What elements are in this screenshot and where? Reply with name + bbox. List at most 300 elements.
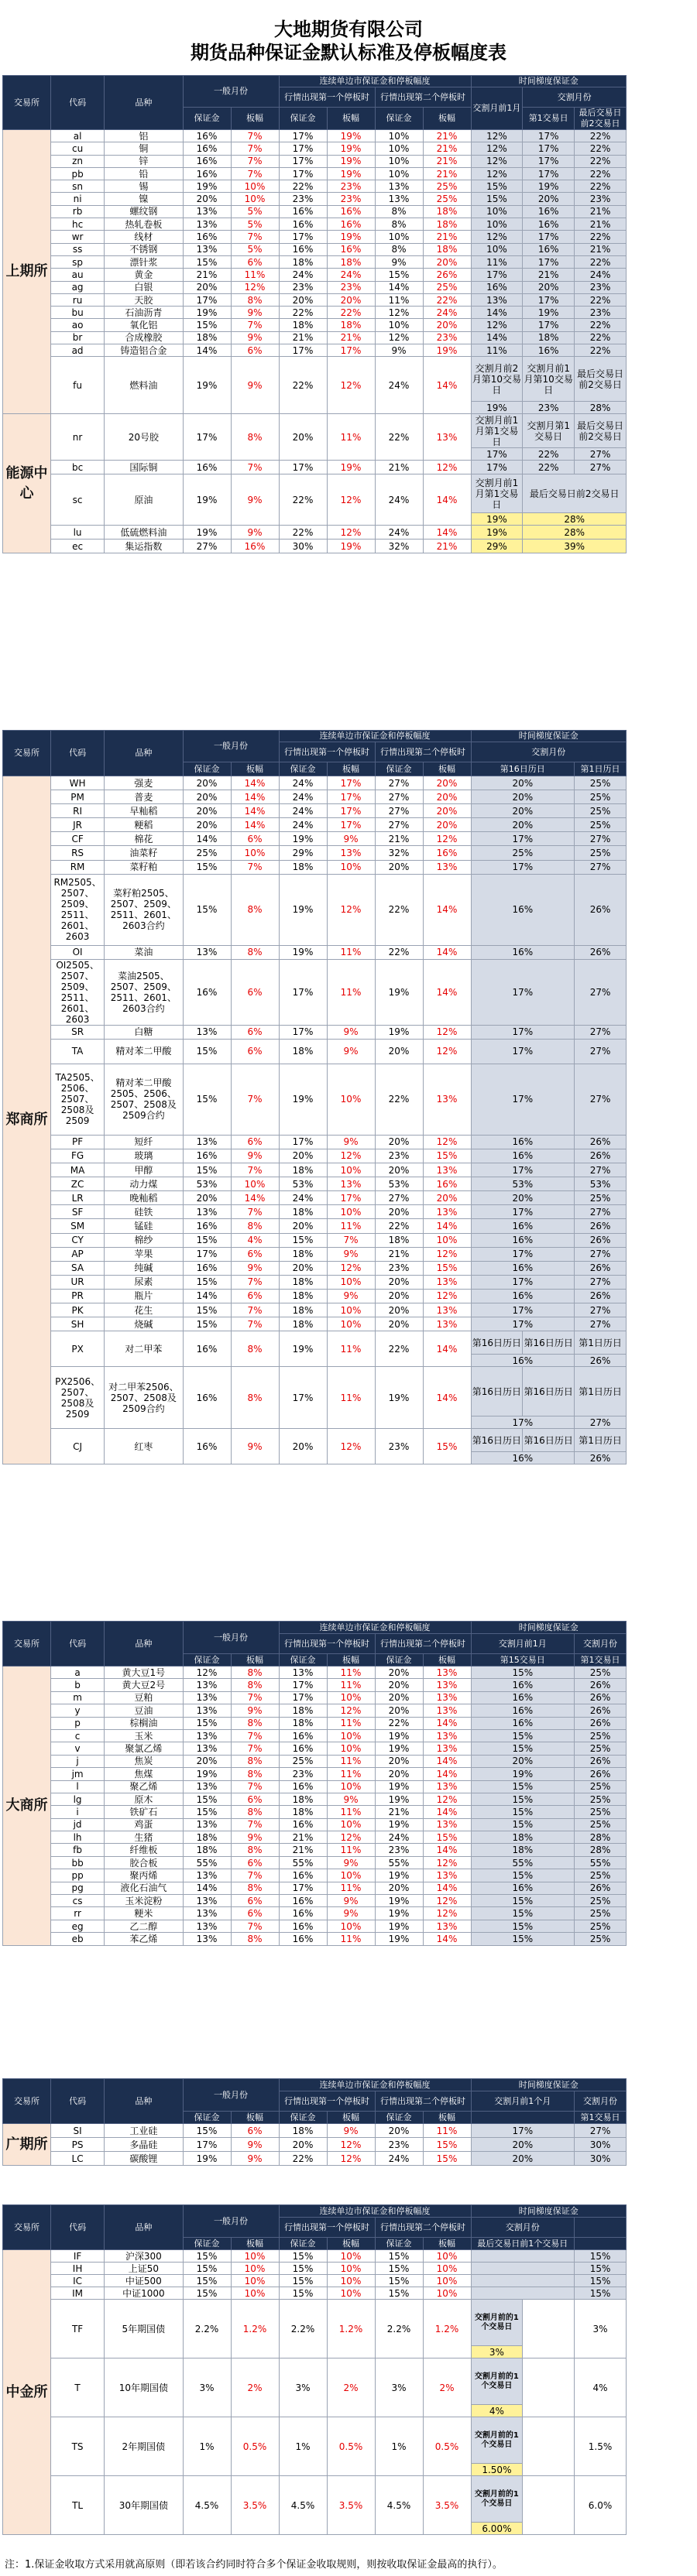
limit-value: 6% [231,1025,279,1039]
time-margin-value: 17% [471,1163,575,1177]
limit-value: 12% [327,874,375,945]
table-row [3,846,627,860]
margin-value: 20% [375,1882,423,1894]
margin-table [2,2078,627,2166]
limit-value: 10% [327,860,375,874]
product-name: 纤维板 [105,1844,183,1856]
time-margin-value: 26% [575,1233,627,1247]
time-margin-value: 17% [471,1303,575,1317]
limit-value: 0.5% [423,2417,471,2476]
product-name: 30年期国债 [105,2476,183,2535]
time-margin-value: 13% [471,293,523,306]
time-margin-value: 12% [471,231,523,243]
product-code: JR [51,818,105,832]
limit-value: 18% [327,319,375,331]
time-margin-value: 17% [471,959,575,1025]
limit-value: 12% [327,2138,375,2152]
product-name: 铁矿石 [105,1806,183,1818]
margin-value: 21% [183,269,231,281]
margin-value: 21% [279,1844,327,1856]
limit-value: 7% [231,461,279,474]
margin-value: 13% [183,1729,231,1742]
header-limit2: 行情出现第二个停板时 [375,2091,471,2112]
margin-value: 16% [279,1920,327,1932]
time-margin-value: 16% [471,1882,575,1894]
limit-value: 8% [231,945,279,959]
table-row [3,1806,627,1818]
product-code: ag [51,281,105,293]
time-margin-value: 21% [523,269,575,281]
margin-value: 22% [375,874,423,945]
margin-value: 15% [183,2263,231,2275]
margin-value: 13% [375,193,423,205]
table-row [3,959,627,1025]
margin-value: 16% [279,1933,327,1945]
limit-value: 21% [423,540,471,553]
limit-value: 12% [327,1429,375,1464]
limit-value: 10% [231,2275,279,2287]
margin-value: 20% [375,1704,423,1717]
margin-value: 17% [183,414,231,461]
limit-value: 9% [327,1289,375,1303]
product-name: 豆油 [105,1704,183,1717]
limit-value: 14% [231,804,279,818]
table-row [3,76,627,87]
product-name: 白糖 [105,1025,183,1039]
margin-value: 17% [279,344,327,357]
table-row [3,293,627,306]
table-row [3,344,627,357]
limit-value: 16% [231,540,279,553]
product-code: PX [51,1331,105,1367]
margin-value: 18% [279,1039,327,1064]
margin-value: 17% [279,1679,327,1691]
margin-value: 24% [279,1191,327,1205]
product-code: ao [51,319,105,331]
time-margin-value: 23% [523,402,575,414]
time-margin-value: 10% [471,243,523,255]
time-margin-value: 16% [471,1355,575,1367]
limit-value: 16% [423,1177,471,1191]
limit-value: 16% [327,205,375,218]
product-code: MA [51,1163,105,1177]
time-margin-value: 20% [471,804,575,818]
time-margin-value: 17% [523,319,575,331]
product-name: 锌 [105,155,183,167]
header-sub: 板幅 [327,2238,375,2250]
limit-value: 26% [423,269,471,281]
margin-value: 23% [375,2138,423,2152]
limit-value: 11% [327,1717,375,1729]
limit-value: 7% [231,1163,279,1177]
product-name: 原木 [105,1793,183,1805]
table-row [3,461,627,474]
product-name: 乙二醇 [105,1920,183,1932]
margin-value: 19% [183,307,231,319]
limit-value: 25% [423,193,471,205]
table-row [3,2250,627,2263]
header-limit2: 行情出现第二个停板时 [375,1634,471,1654]
product-name: 集运指数 [105,540,183,553]
margin-value: 22% [279,2152,327,2166]
margin-value: 8% [375,218,423,231]
blank-cell [523,2358,575,2417]
margin-value: 23% [279,1768,327,1780]
margin-value: 19% [279,874,327,945]
limit-value: 6% [231,255,279,268]
table-row [3,319,627,331]
time-margin-value: 17% [523,293,575,306]
time-margin-value: 17% [471,448,523,461]
table-row [3,804,627,818]
header-sub: 板幅 [327,762,375,776]
header-sub: 保证金 [183,1654,231,1667]
time-margin-value: 27% [575,1025,627,1039]
product-name: 粳稻 [105,818,183,832]
header-limit2: 行情出现第二个停板时 [375,87,471,108]
margin-value: 17% [279,959,327,1025]
table-row [3,874,627,945]
product-code: T [51,2358,105,2417]
limit-value: 14% [423,357,471,414]
header-consecutive: 连续单边市保证金和停板幅度 [279,2079,471,2091]
margin-value: 25% [279,1755,327,1767]
time-margin-value: 16% [523,205,575,218]
limit-value: 17% [327,790,375,804]
product-name: 苹果 [105,1247,183,1261]
time-margin-value: 26% [575,1149,627,1163]
limit-value: 7% [231,1691,279,1704]
margin-value: 18% [183,331,231,344]
margin-table [2,2204,627,2535]
margin-value: 15% [279,2275,327,2287]
product-name: 20号胶 [105,414,183,461]
margin-value: 15% [279,1233,327,1247]
limit-value: 11% [327,1367,375,1429]
product-name: 鸡蛋 [105,1818,183,1831]
time-margin-value: 15% [471,1818,575,1831]
table-row [3,1933,627,1945]
limit-value: 19% [423,344,471,357]
margin-value: 16% [183,1261,231,1275]
limit-value: 7% [231,1303,279,1317]
table-row [3,205,627,218]
margin-value: 15% [375,2263,423,2275]
product-code: CY [51,1233,105,1247]
limit-value: 10% [327,1780,375,1793]
margin-value: 18% [279,1717,327,1729]
table-row [3,2300,627,2346]
margin-value: 22% [375,1064,423,1135]
limit-value: 18% [423,243,471,255]
margin-value: 18% [183,1831,231,1844]
table-row [3,2275,627,2287]
margin-value: 18% [279,1704,327,1717]
margin-value: 15% [183,1303,231,1317]
limit-value: 21% [423,167,471,180]
margin-value: 19% [375,1025,423,1039]
margin-value: 15% [183,1793,231,1805]
time-margin-value: 17% [471,1317,575,1331]
header-sub: 板幅 [423,762,471,776]
margin-value: 19% [375,959,423,1025]
time-margin-header: 第1日历日 [575,1367,627,1416]
table-row [3,1219,627,1233]
product-name: 生猪 [105,1831,183,1844]
limit-value: 13% [423,1818,471,1831]
limit-value: 14% [231,776,279,790]
margin-value: 22% [279,180,327,193]
header-sub: 保证金 [183,2238,231,2250]
margin-value: 16% [279,1742,327,1755]
exchange-name: 郑商所 [3,776,51,1464]
limit-value: 10% [327,1064,375,1135]
header-sub: 板幅 [423,1654,471,1667]
margin-value: 20% [375,1135,423,1149]
limit-value: 10% [327,1317,375,1331]
product-code: al [51,130,105,142]
table-row [3,1275,627,1289]
product-name: 玉米淀粉 [105,1895,183,1907]
time-margin-value: 4% [471,2405,523,2417]
margin-value: 15% [183,2287,231,2300]
margin-value: 17% [279,142,327,155]
margin-value: 16% [183,1429,231,1464]
time-margin-value: 1.50% [471,2464,523,2476]
margin-value: 15% [375,2275,423,2287]
time-margin-value: 12% [471,130,523,142]
product-name: 2年期国债 [105,2417,183,2476]
time-margin-value: 12% [471,319,523,331]
limit-value: 9% [327,1907,375,1920]
margin-value: 55% [279,1856,327,1869]
time-margin-value: 25% [575,1191,627,1205]
limit-value: 12% [423,1856,471,1869]
limit-value: 10% [231,2287,279,2300]
margin-value: 16% [183,155,231,167]
margin-value: 16% [279,205,327,218]
product-name: 豆粕 [105,1691,183,1704]
time-margin-value: 18% [523,331,575,344]
limit-value: 9% [327,1247,375,1261]
time-margin-value: 14% [471,307,523,319]
time-margin-value: 17% [523,255,575,268]
header-sub: 保证金 [183,762,231,776]
time-margin-value: 27% [575,1205,627,1219]
product-code: zn [51,155,105,167]
margin-value: 17% [279,130,327,142]
header-sub: 保证金 [375,2112,423,2124]
product-name: 铜 [105,142,183,155]
product-code: c [51,1729,105,1742]
time-margin-value: 15% [471,1895,575,1907]
table-row [3,130,627,142]
limit-value: 8% [231,1882,279,1894]
limit-value: 2% [327,2358,375,2417]
limit-value: 13% [423,1729,471,1742]
margin-value: 9% [375,344,423,357]
limit-value: 9% [231,1429,279,1464]
margin-value: 20% [183,818,231,832]
product-name: 早籼稻 [105,804,183,818]
margin-value: 23% [279,281,327,293]
header-sub: 板幅 [423,2238,471,2250]
limit-value: 11% [327,414,375,461]
table-row [3,142,627,155]
header-sub: 保证金 [375,2238,423,2250]
table-row [3,155,627,167]
limit-value: 10% [327,2263,375,2275]
product-code: ni [51,193,105,205]
table-row [3,1233,627,1247]
product-name: 硅铁 [105,1205,183,1219]
product-name: 纯碱 [105,1261,183,1275]
limit-value: 8% [231,1717,279,1729]
time-margin-value: 26% [575,1704,627,1717]
product-code: y [51,1704,105,1717]
margin-value: 18% [279,1205,327,1219]
limit-value: 20% [327,293,375,306]
product-name: 焦炭 [105,1755,183,1767]
time-margin-value: 6.00% [471,2523,523,2535]
limit-value: 10% [327,1742,375,1755]
limit-value: 7% [231,1869,279,1882]
header-cffex-last: 最后交易日前1个交易日 [471,2238,575,2250]
product-name: 原油 [105,474,183,526]
product-code: ec [51,540,105,553]
limit-value: 8% [231,1933,279,1945]
time-margin-value: 27% [575,1039,627,1064]
margin-value: 16% [279,1729,327,1742]
time-margin-value: 17% [471,269,523,281]
margin-value: 14% [375,281,423,293]
limit-value: 11% [327,1844,375,1856]
margin-value: 12% [183,1667,231,1679]
table-row [3,2205,627,2218]
margin-value: 53% [375,1177,423,1191]
table-row [3,1149,627,1163]
product-name: 瓶片 [105,1289,183,1303]
margin-value: 17% [183,2138,231,2152]
product-code: br [51,331,105,344]
limit-value: 9% [231,2138,279,2152]
margin-value: 16% [183,461,231,474]
time-margin-value: 21% [575,205,627,218]
time-margin-value: 28% [575,1844,627,1856]
product-name: 10年期国债 [105,2358,183,2417]
table-row [3,1920,627,1932]
time-margin-value: 19% [523,180,575,193]
time-margin-value: 20% [471,790,575,804]
limit-value: 14% [423,1717,471,1729]
limit-value: 5% [231,205,279,218]
time-margin-value: 19% [471,526,523,540]
table-row [3,1831,627,1844]
time-margin-header: 交割月前的1个交易日 [471,2300,523,2346]
time-margin-value: 27% [575,2124,627,2138]
margin-value: 19% [375,1895,423,1907]
margin-value: 13% [183,1895,231,1907]
product-name: 氧化铝 [105,319,183,331]
limit-value: 9% [231,474,279,526]
margin-value: 20% [183,193,231,205]
product-code: IC [51,2275,105,2287]
margin-value: 17% [279,1367,327,1429]
time-margin-value: 14% [471,331,523,344]
limit-value: 9% [231,526,279,540]
time-margin-value: 27% [575,1317,627,1331]
limit-value: 17% [327,776,375,790]
product-name: 黄大豆2号 [105,1679,183,1691]
table-row [3,1895,627,1907]
header-sub: 保证金 [279,762,327,776]
margin-value: 19% [375,1907,423,1920]
time-margin-value: 25% [575,1667,627,1679]
limit-value: 7% [231,1742,279,1755]
time-margin-value: 26% [575,1452,627,1464]
time-margin-value: 16% [471,1261,575,1275]
time-margin-value: 17% [471,832,575,846]
header-product: 品种 [105,731,183,776]
limit-value: 12% [327,2152,375,2166]
product-code: rr [51,1907,105,1920]
table-row [3,1025,627,1039]
table-row [3,269,627,281]
time-margin-value: 22% [575,180,627,193]
time-margin-value: 19% [523,307,575,319]
product-name: 天胶 [105,293,183,306]
header-delivery-month: 交割月份 [471,2218,575,2238]
product-code: rb [51,205,105,218]
margin-value: 12% [375,331,423,344]
limit-value: 9% [231,331,279,344]
margin-value: 21% [279,1831,327,1844]
margin-value: 15% [183,1317,231,1331]
time-margin-header: 交割月前1月第1交易日 [471,474,523,513]
table-row [3,255,627,268]
limit-value: 10% [423,2250,471,2263]
product-code: pg [51,1882,105,1894]
product-code: eb [51,1933,105,1945]
time-margin-value: 20% [471,2152,575,2166]
margin-value: 13% [183,243,231,255]
margin-value: 18% [279,1793,327,1805]
limit-value: 8% [231,293,279,306]
margin-value: 14% [183,832,231,846]
margin-table [2,1621,627,1946]
time-margin-value: 16% [471,874,575,945]
table-row [3,1261,627,1275]
margin-value: 13% [279,1667,327,1679]
product-name: 短纤 [105,1135,183,1149]
limit-value: 11% [423,2124,471,2138]
time-margin-value: 18% [471,1831,575,1844]
margin-value: 19% [375,1780,423,1793]
limit-value: 7% [231,231,279,243]
margin-value: 17% [279,167,327,180]
margin-value: 20% [375,1039,423,1064]
time-margin-value: 25% [575,1793,627,1805]
limit-value: 14% [231,1191,279,1205]
margin-value: 16% [183,231,231,243]
limit-value: 20% [423,818,471,832]
margin-value: 23% [375,1844,423,1856]
product-code: au [51,269,105,281]
product-name: 聚乙烯 [105,1780,183,1793]
margin-value: 17% [279,1135,327,1149]
product-code: lu [51,526,105,540]
product-code: SR [51,1025,105,1039]
